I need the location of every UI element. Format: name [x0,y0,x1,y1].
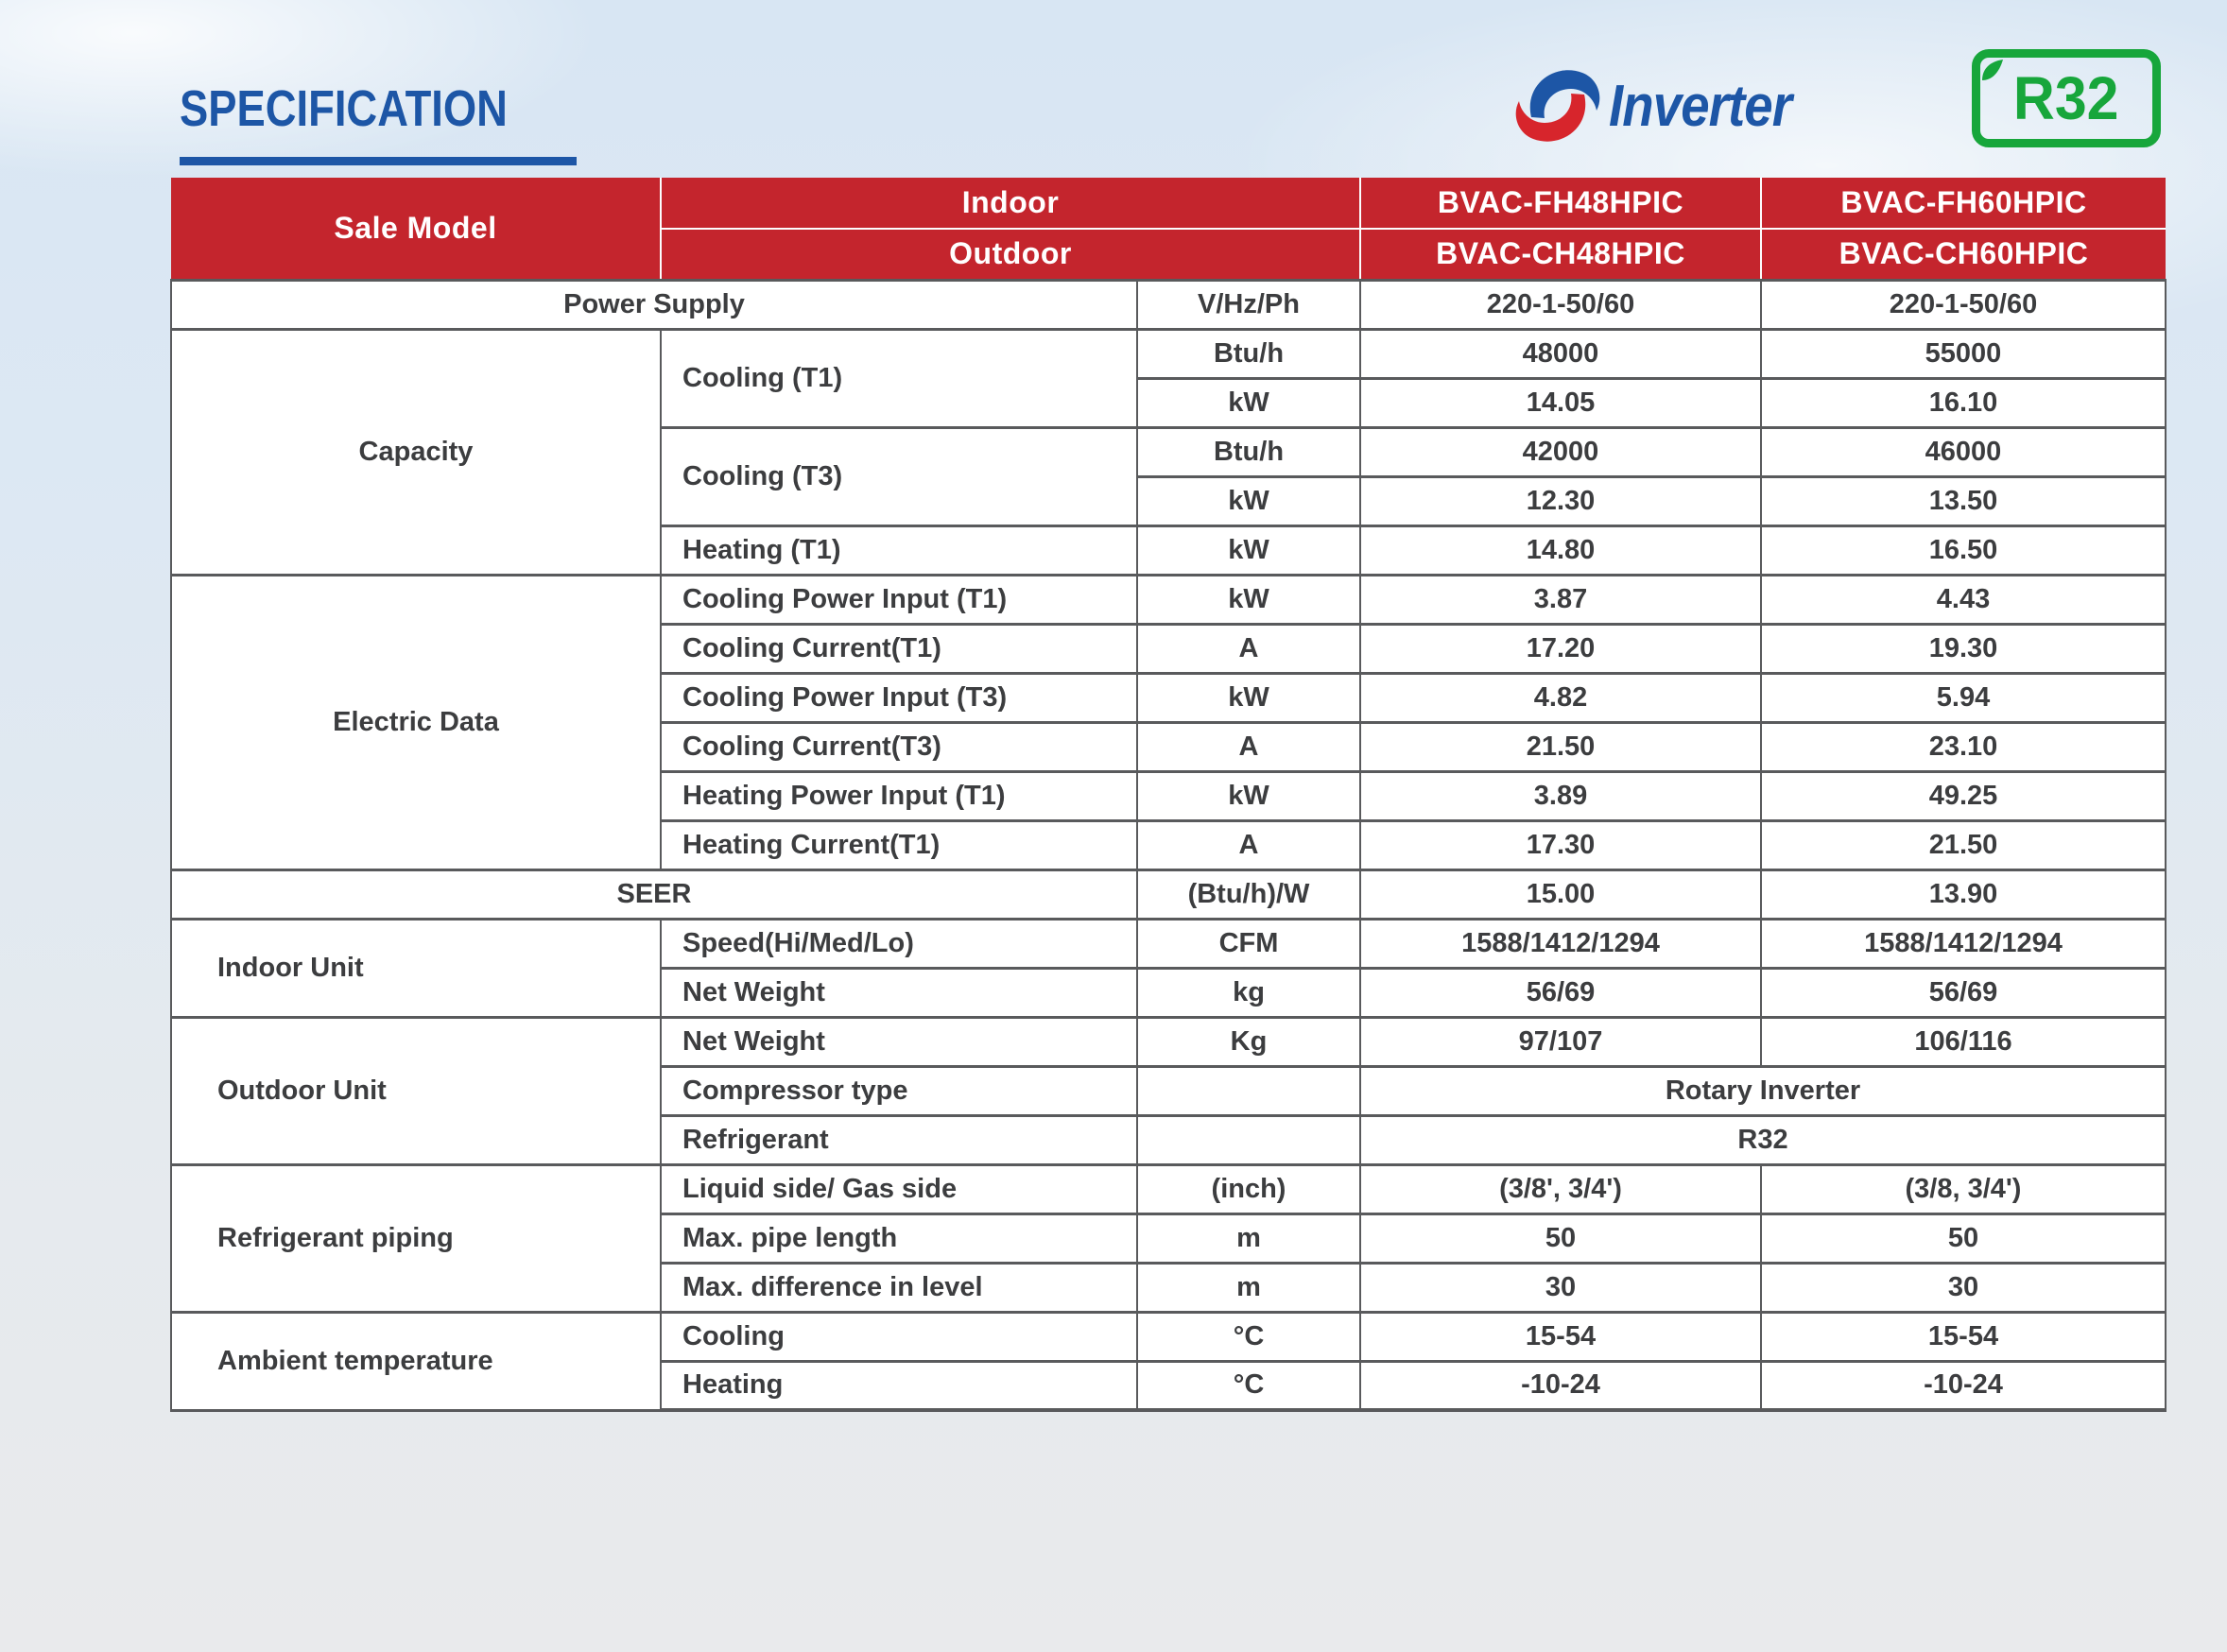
value-cell: 13.50 [1761,476,2166,525]
group-cell: Ambient temperature [171,1312,661,1410]
title-underline [180,157,577,165]
label-cell: Liquid side/ Gas side [661,1164,1137,1213]
label-cell: Power Supply [171,280,1137,329]
group-cell: Refrigerant piping [171,1164,661,1312]
value-cell: R32 [1360,1115,2166,1164]
page-title: SPECIFICATION [180,80,508,137]
label-cell: Speed(Hi/Med/Lo) [661,919,1137,968]
value-cell: 220-1-50/60 [1360,280,1761,329]
label-cell: Heating Power Input (T1) [661,771,1137,820]
label-cell: Cooling (T1) [661,329,1137,427]
group-cell: Capacity [171,329,661,575]
value-cell: -10-24 [1360,1361,1761,1410]
label-cell: Heating [661,1361,1137,1410]
value-cell: 106/116 [1761,1017,2166,1066]
value-cell: 17.30 [1360,820,1761,869]
label-cell: Heating Current(T1) [661,820,1137,869]
unit-cell: Btu/h [1137,427,1360,476]
label-cell: Cooling Power Input (T1) [661,575,1137,624]
unit-cell: °C [1137,1312,1360,1361]
value-cell: 15.00 [1360,869,1761,919]
label-cell: Cooling Current(T3) [661,722,1137,771]
unit-cell: V/Hz/Ph [1137,280,1360,329]
value-cell: 48000 [1360,329,1761,378]
table-row [171,1312,2166,1361]
unit-cell: kW [1137,771,1360,820]
header-cell: BVAC-FH60HPIC [1761,178,2166,229]
label-cell: Net Weight [661,968,1137,1017]
header-cell: BVAC-FH48HPIC [1360,178,1761,229]
table-row [171,1164,2166,1213]
value-cell: 56/69 [1360,968,1761,1017]
unit-cell: Kg [1137,1017,1360,1066]
specification-table [170,178,2167,1412]
unit-cell: A [1137,722,1360,771]
table-row [171,1017,2166,1066]
group-cell: Outdoor Unit [171,1017,661,1164]
label-cell: Cooling [661,1312,1137,1361]
table-row [171,869,2166,919]
unit-cell [1137,1066,1360,1115]
unit-cell: kg [1137,968,1360,1017]
table-row [171,919,2166,968]
unit-cell: (inch) [1137,1164,1360,1213]
header-cell: BVAC-CH48HPIC [1360,229,1761,280]
label-cell: Net Weight [661,1017,1137,1066]
value-cell: 42000 [1360,427,1761,476]
table-row [171,280,2166,329]
label-cell: Cooling (T3) [661,427,1137,525]
unit-cell: kW [1137,476,1360,525]
group-cell: Indoor Unit [171,919,661,1017]
value-cell: 16.10 [1761,378,2166,427]
inverter-logo [1511,59,1816,153]
value-cell: 17.20 [1360,624,1761,673]
leaf-icon [1978,56,2007,84]
value-cell: 55000 [1761,329,2166,378]
unit-cell: kW [1137,378,1360,427]
label-cell: Cooling Power Input (T3) [661,673,1137,722]
header-cell: Sale Model [171,178,661,280]
value-cell: 14.05 [1360,378,1761,427]
label-cell: Cooling Current(T1) [661,624,1137,673]
value-cell: (3/8', 3/4') [1360,1164,1761,1213]
inverter-logo-text: Inverter [1609,73,1792,139]
value-cell: 50 [1761,1213,2166,1263]
table-row [171,329,2166,378]
unit-cell: kW [1137,525,1360,575]
label-cell: Max. difference in level [661,1263,1137,1312]
label-cell: Refrigerant [661,1115,1137,1164]
unit-cell: (Btu/h)/W [1137,869,1360,919]
unit-cell: m [1137,1263,1360,1312]
label-cell: Compressor type [661,1066,1137,1115]
value-cell: 3.89 [1360,771,1761,820]
group-cell: Electric Data [171,575,661,869]
value-cell: 49.25 [1761,771,2166,820]
value-cell: 14.80 [1360,525,1761,575]
header-cell: BVAC-CH60HPIC [1761,229,2166,280]
value-cell: -10-24 [1761,1361,2166,1410]
value-cell: 12.30 [1360,476,1761,525]
value-cell: 220-1-50/60 [1761,280,2166,329]
value-cell: 50 [1360,1213,1761,1263]
value-cell: 15-54 [1761,1312,2166,1361]
value-cell: 21.50 [1761,820,2166,869]
r32-logo-text: R32 [2013,64,2119,132]
unit-cell: CFM [1137,919,1360,968]
header-cell: Outdoor [661,229,1360,280]
unit-cell [1137,1115,1360,1164]
unit-cell: Btu/h [1137,329,1360,378]
value-cell: 46000 [1761,427,2166,476]
inverter-swoosh-icon [1511,59,1605,153]
value-cell: 21.50 [1360,722,1761,771]
value-cell: 4.43 [1761,575,2166,624]
value-cell: 16.50 [1761,525,2166,575]
value-cell: 3.87 [1360,575,1761,624]
header-cell: Indoor [661,178,1360,229]
r32-logo [1972,49,2161,147]
value-cell: 56/69 [1761,968,2166,1017]
value-cell: 97/107 [1360,1017,1761,1066]
value-cell: 5.94 [1761,673,2166,722]
label-cell: Max. pipe length [661,1213,1137,1263]
unit-cell: A [1137,820,1360,869]
value-cell: 13.90 [1761,869,2166,919]
value-cell: (3/8, 3/4') [1761,1164,2166,1213]
label-cell: Heating (T1) [661,525,1137,575]
unit-cell: kW [1137,673,1360,722]
unit-cell: °C [1137,1361,1360,1410]
value-cell: Rotary Inverter [1360,1066,2166,1115]
table-row [171,178,2166,229]
value-cell: 4.82 [1360,673,1761,722]
value-cell: 30 [1761,1263,2166,1312]
table-row [171,575,2166,624]
value-cell: 15-54 [1360,1312,1761,1361]
value-cell: 30 [1360,1263,1761,1312]
value-cell: 23.10 [1761,722,2166,771]
value-cell: 19.30 [1761,624,2166,673]
label-cell: SEER [171,869,1137,919]
unit-cell: kW [1137,575,1360,624]
value-cell: 1588/1412/1294 [1360,919,1761,968]
value-cell: 1588/1412/1294 [1761,919,2166,968]
unit-cell: A [1137,624,1360,673]
unit-cell: m [1137,1213,1360,1263]
